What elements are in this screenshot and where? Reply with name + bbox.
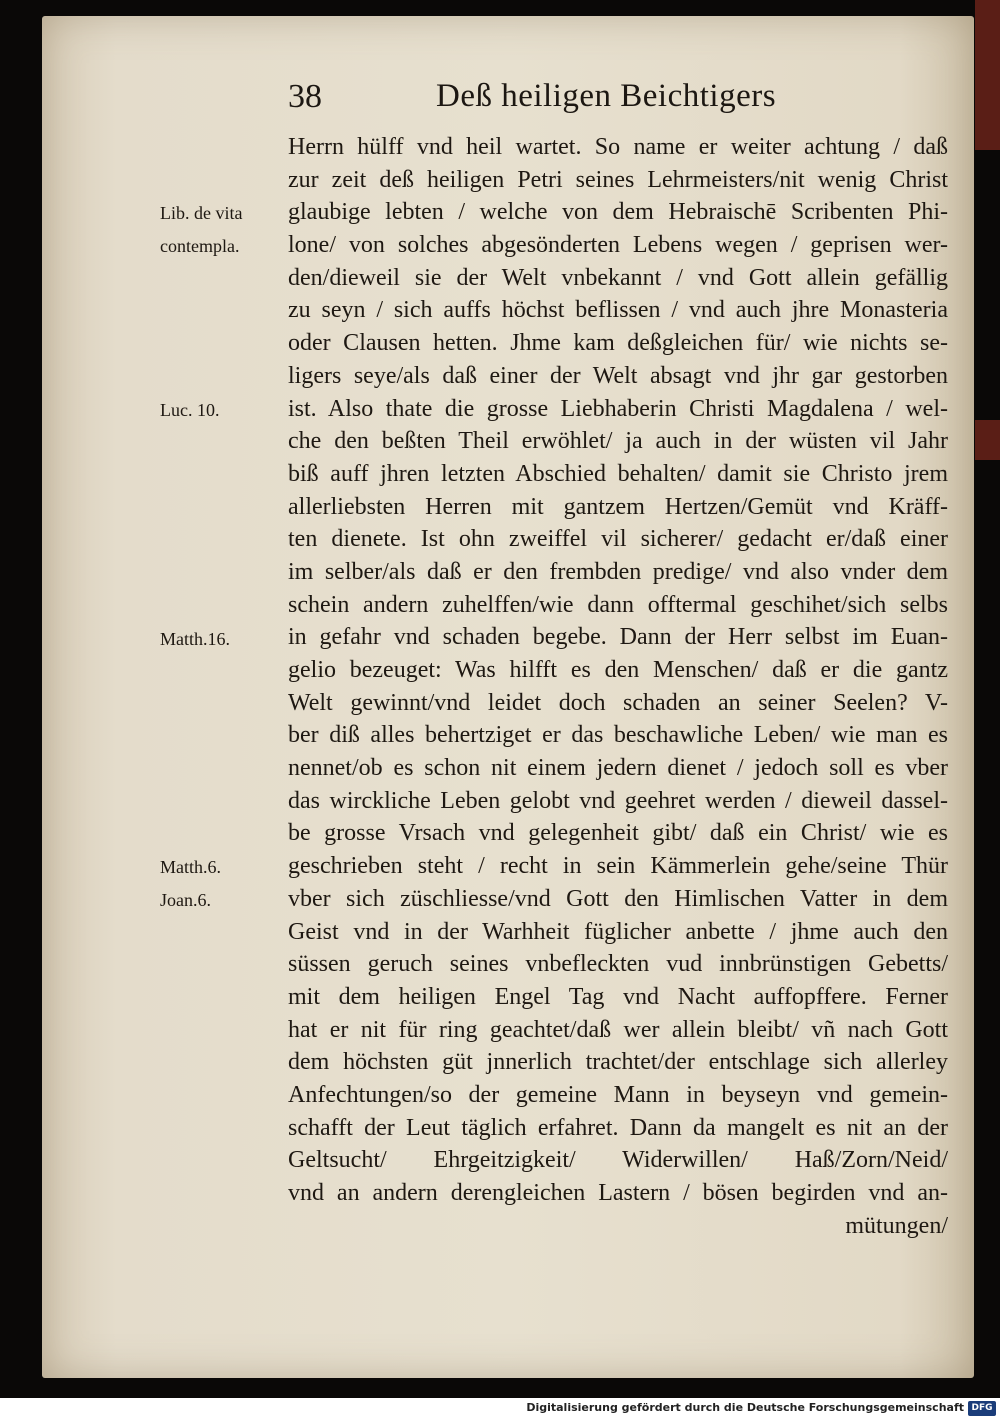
dfg-logo: DFG bbox=[968, 1401, 996, 1416]
text-line: hat er nit für ring geachtet/daß wer allein bleibt/ vñ nach Gott bbox=[288, 1016, 948, 1043]
text-line: allerliebsten Herren mit gantzem Hertzen/Gemüt vnd Kräff- bbox=[288, 493, 948, 520]
text-line: che den beßten Theil erwöhlet/ ja auch in der wüsten vil Jahr bbox=[288, 428, 948, 455]
margin-note: Luc. 10. bbox=[160, 399, 220, 420]
text-line: zu seyn / sich auffs höchst beflissen / vnd auch jhre Monasteria bbox=[288, 297, 948, 324]
footer-bar bbox=[0, 1398, 1000, 1420]
text-line: ber diß alles behertziget er das beschawliche Leben/ wie man es bbox=[288, 722, 948, 749]
text-line: Herrn hülff vnd heil wartet. So name er weiter achtung / daß bbox=[288, 134, 948, 160]
digitization-credit: Digitalisierung gefördert durch die Deutsche Forschungsgemeinschaft bbox=[526, 1401, 964, 1414]
text-line: Anfechtungen/so der gemeine Mann in beyseyn vnd gemein- bbox=[288, 1081, 948, 1108]
text-line: lone/ von solches abgesönderten Lebens wegen / geprisen wer- bbox=[288, 232, 948, 259]
text-line: ist. Also thate die grosse Liebhaberin Christi Magdalena / wel- bbox=[288, 395, 948, 422]
margin-note: Lib. de vita bbox=[160, 203, 243, 224]
text-line: dem höchsten güt jnnerlich trachtet/der entschlage sich allerley bbox=[288, 1049, 948, 1076]
text-line: den/dieweil sie der Welt vnbekannt / vnd Gott allein gefällig bbox=[288, 264, 948, 291]
body-text bbox=[288, 131, 948, 1242]
text-line: im selber/als daß er den frembden predige/ vnd also vnder dem bbox=[288, 558, 948, 585]
margin-note: Matth.6. bbox=[160, 857, 221, 878]
book-edge-mid bbox=[975, 420, 1000, 460]
text-line: zur zeit deß heiligen Petri seines Lehrmeisters/nit wenig Christ bbox=[288, 166, 948, 193]
text-line: ligers seye/als daß einer der Welt absagt vnd jhr gar gestorben bbox=[288, 362, 948, 389]
text-line: das wirckliche Leben gelobt vnd geehret werden / dieweil dassel- bbox=[288, 787, 948, 814]
margin-note: contempla. bbox=[160, 236, 240, 257]
text-line: süssen geruch seines vnbefleckten vud innbrünstigen Gebetts/ bbox=[288, 951, 948, 978]
page-header bbox=[288, 78, 828, 122]
running-title: Deß heiligen Beichtigers bbox=[436, 78, 777, 114]
text-line: be grosse Vrsach vnd gelegenheit gibt/ daß ein Christ/ wie es bbox=[288, 820, 948, 847]
text-line: nennet/ob es schon nit einem jedern dienet / jedoch soll es vber bbox=[288, 755, 948, 782]
text-line: schafft der Leut täglich erfahret. Dann da mangelt es nit an der bbox=[288, 1114, 948, 1141]
page-number: 38 bbox=[288, 78, 322, 115]
book-edge-top bbox=[975, 0, 1000, 150]
text-line: ten dienete. Ist ohn zweiffel vil sicherer/ gedacht er/daß einer bbox=[288, 526, 948, 553]
text-line: gelio bezeuget: Was hilfft es den Menschen/ daß er die gantz bbox=[288, 657, 948, 683]
margin-note: Matth.16. bbox=[160, 628, 230, 649]
text-line: geschrieben steht / recht in sein Kämmerlein gehe/seine Thür bbox=[288, 853, 948, 880]
margin-note: Joan.6. bbox=[160, 890, 211, 911]
text-line: Welt gewinnt/vnd leidet doch schaden an seiner Seelen? V- bbox=[288, 689, 948, 716]
text-line: in gefahr vnd schaden begebe. Dann der Herr selbst im Euan- bbox=[288, 624, 948, 651]
text-line: schein andern zuhelffen/wie dann offtermal geschihet/sich selbs bbox=[288, 591, 948, 618]
text-line: vnd an andern derengleichen Lastern / bösen begirden vnd an- bbox=[288, 1180, 948, 1206]
text-line: Geist vnd in der Warhheit füglicher anbette / jhme auch den bbox=[288, 918, 948, 945]
text-line: biß auff jhren letzten Abschied behalten/ damit sie Christo jrem bbox=[288, 460, 948, 487]
text-line: oder Clausen hetten. Jhme kam deßgleichen für/ wie nichts se- bbox=[288, 330, 948, 357]
text-line: vber sich züschliesse/vnd Gott den Himlischen Vatter in dem bbox=[288, 885, 948, 912]
text-line: Geltsucht/ Ehrgeitzigkeit/ Widerwillen/ Haß/Zorn/Neid/ bbox=[288, 1147, 948, 1174]
text-line: mütungen/ bbox=[845, 1212, 948, 1239]
text-line: glaubige lebten / welche von dem Hebraischē Scribenten Phi- bbox=[288, 199, 948, 226]
text-line: mit dem heiligen Engel Tag vnd Nacht auffopffere. Ferner bbox=[288, 983, 948, 1010]
